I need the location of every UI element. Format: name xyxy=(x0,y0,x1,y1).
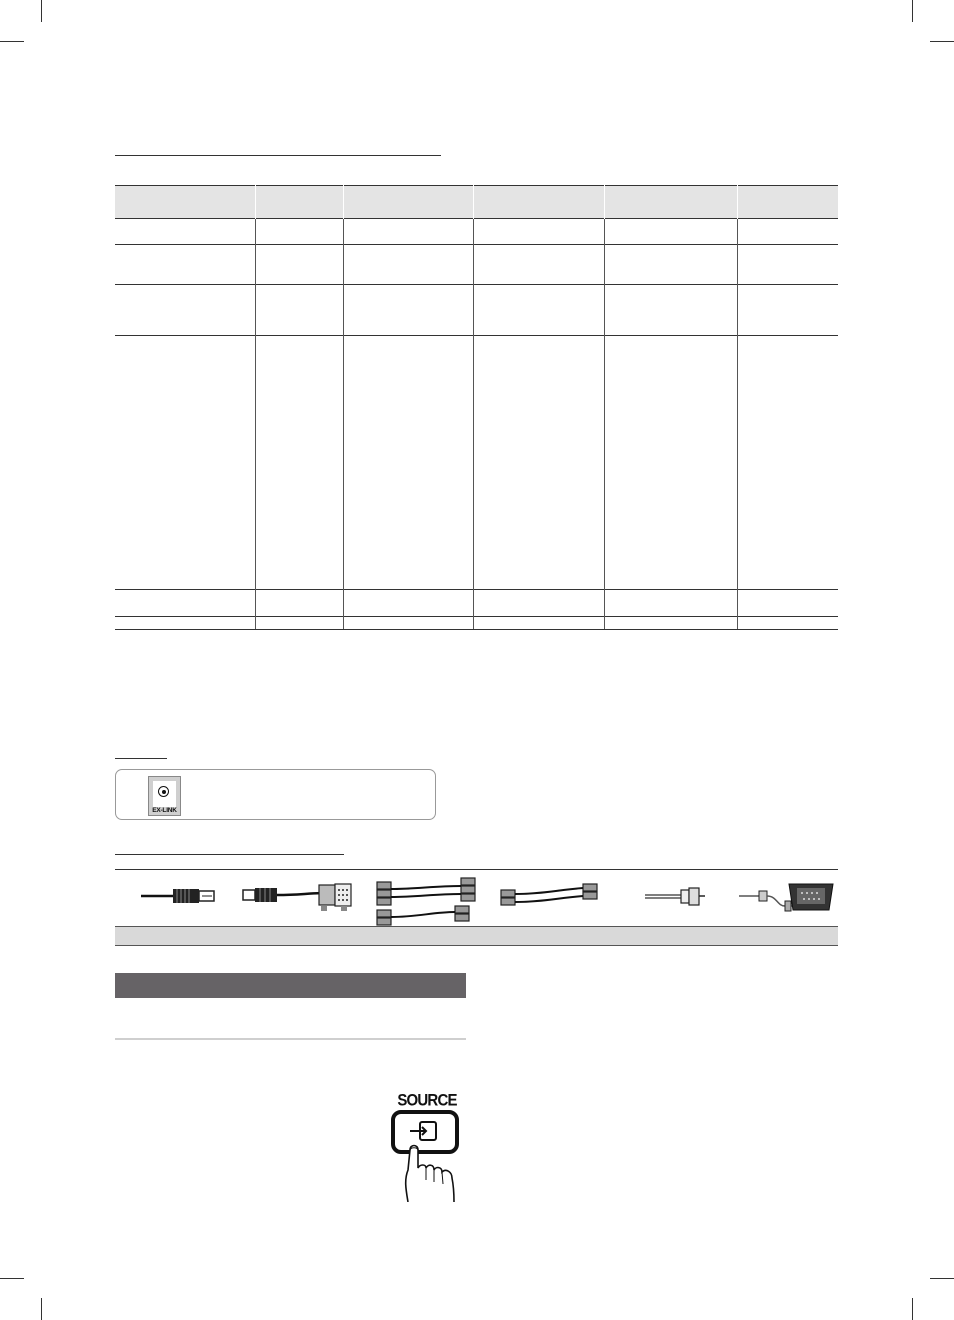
table-cell xyxy=(343,336,473,590)
component-cable-icon xyxy=(373,876,485,928)
table-header-row xyxy=(115,186,838,219)
source-button-icon xyxy=(388,1110,470,1202)
table-cell xyxy=(255,285,343,336)
table-cell xyxy=(343,245,473,285)
table-header-cell xyxy=(473,186,604,219)
crop-mark-top-right-vertical xyxy=(912,0,913,22)
table-header-cell xyxy=(604,186,737,219)
table-heading-underline xyxy=(115,155,441,156)
table-cell xyxy=(343,285,473,336)
table-cell xyxy=(473,245,604,285)
table-row xyxy=(115,590,838,617)
table-cell xyxy=(737,245,838,285)
audio-cable-icon xyxy=(497,876,607,916)
table-cell xyxy=(255,219,343,245)
table-row xyxy=(115,285,838,336)
table-cell xyxy=(737,219,838,245)
table-cell xyxy=(473,590,604,617)
hdmi-cable-icon xyxy=(139,876,219,916)
table-cell xyxy=(604,336,737,590)
table-cell xyxy=(737,617,838,630)
table-row xyxy=(115,617,838,630)
table-cell xyxy=(737,336,838,590)
table-cell xyxy=(604,219,737,245)
source-button-label: SOURCE xyxy=(397,1090,457,1111)
table-cell xyxy=(604,245,737,285)
table-cell xyxy=(473,219,604,245)
table-header-cell xyxy=(255,186,343,219)
table-cell xyxy=(737,590,838,617)
table-cell xyxy=(604,590,737,617)
table-cell xyxy=(343,617,473,630)
exlink-jack-icon xyxy=(148,776,181,816)
table-cell xyxy=(343,219,473,245)
cables-label-band xyxy=(115,926,838,946)
table-cell xyxy=(115,336,255,590)
display-modes-table xyxy=(115,185,838,630)
table-cell xyxy=(115,285,255,336)
table-row xyxy=(115,219,838,245)
table-cell xyxy=(115,245,255,285)
table-cell xyxy=(115,590,255,617)
table-cell xyxy=(255,617,343,630)
coaxial-cable-icon xyxy=(641,876,711,916)
table-cell xyxy=(604,617,737,630)
section-divider xyxy=(115,1038,466,1040)
table-header-cell xyxy=(115,186,255,219)
crop-mark-top-left-vertical xyxy=(41,0,42,22)
crop-mark-bottom-left-vertical xyxy=(41,1298,42,1320)
crop-mark-top-left-horizontal xyxy=(0,41,24,42)
table-cell xyxy=(473,336,604,590)
crop-mark-bottom-right-horizontal xyxy=(930,1278,954,1279)
cables-heading-underline xyxy=(115,854,344,855)
exlink-icon-label: EX-LINK xyxy=(152,807,177,814)
table-row xyxy=(115,336,838,590)
cables-strip xyxy=(115,869,838,927)
table-cell xyxy=(255,590,343,617)
exlink-heading-underline xyxy=(115,758,167,759)
table-cell xyxy=(115,219,255,245)
table-cell xyxy=(115,617,255,630)
exlink-info-box xyxy=(115,769,436,820)
crop-mark-top-right-horizontal xyxy=(930,41,954,42)
table-cell xyxy=(737,285,838,336)
table-cell xyxy=(255,245,343,285)
table-header-cell xyxy=(343,186,473,219)
table-cell xyxy=(473,617,604,630)
section-title-bar xyxy=(115,973,466,998)
hdmi-to-dvi-cable-icon xyxy=(241,876,361,916)
table-header-cell xyxy=(737,186,838,219)
crop-mark-bottom-right-vertical xyxy=(912,1298,913,1320)
table-cell xyxy=(255,336,343,590)
table-cell xyxy=(473,285,604,336)
source-button-hand-icon xyxy=(388,1090,470,1202)
table-row xyxy=(115,245,838,285)
crop-mark-bottom-left-horizontal xyxy=(0,1278,24,1279)
table-cell xyxy=(343,590,473,617)
table-cell xyxy=(604,285,737,336)
d-sub-cable-icon xyxy=(737,876,839,920)
